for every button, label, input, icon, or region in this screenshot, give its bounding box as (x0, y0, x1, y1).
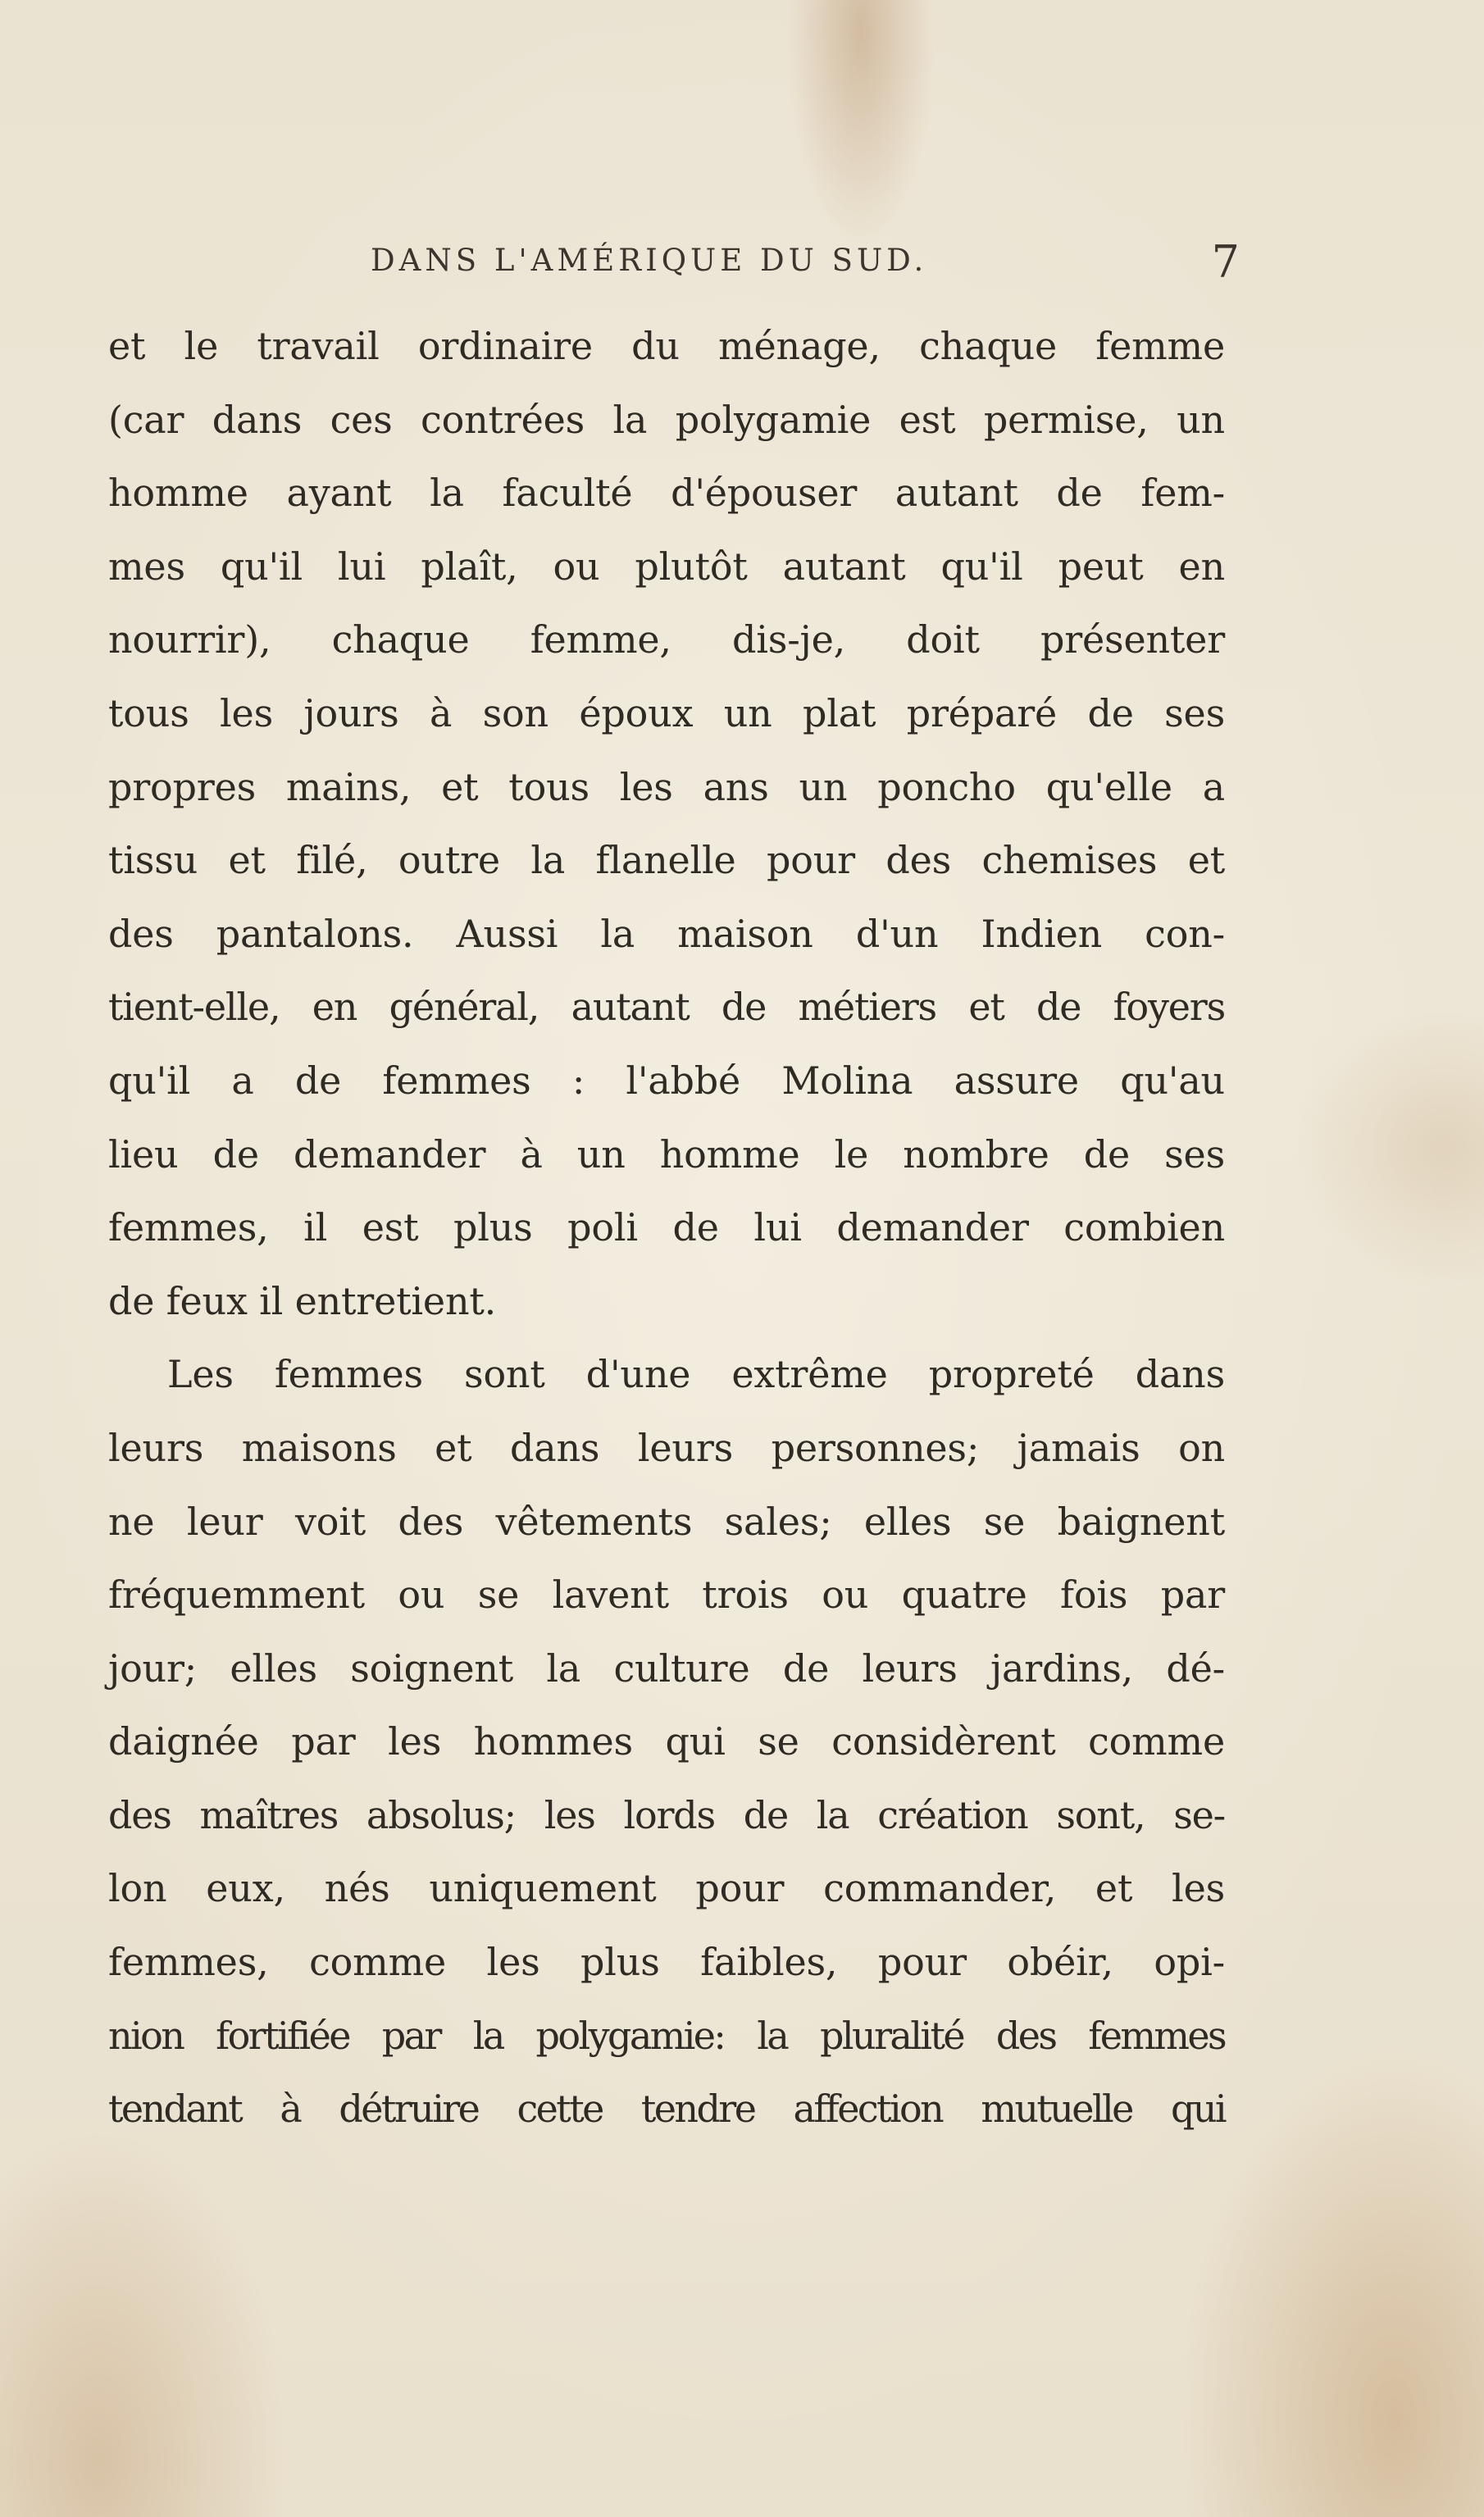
text-line: jour; elles soignent la culture de leurs jardins, dé- (108, 1645, 1225, 1691)
text-line: ne leur voit des vêtements sales; elles se baignent (108, 1499, 1225, 1544)
text-line: et le travail ordinaire du ménage, chaque femme (108, 324, 1225, 368)
text-line: homme ayant la faculté d'épouser autant de fem- (108, 471, 1225, 516)
running-head: DANS L'AMÉRIQUE DU SUD. (371, 243, 928, 278)
paragraph-first-line: Les femmes sont d'une extrême propreté dans (167, 1352, 1225, 1397)
text-line: des pantalons. Aussi la maison d'un Indien con- (108, 911, 1225, 956)
text-line: lieu de demander à un homme le nombre de ses (108, 1131, 1225, 1177)
text-line: femmes, comme les plus faibles, pour obéir, opi- (108, 1940, 1225, 1985)
text-line: mes qu'il lui plaît, ou plutôt autant qu'il peut en (108, 544, 1225, 589)
text-line: lon eux, nés uniquement pour commander, et les (108, 1866, 1225, 1911)
text-line: tendant à détruire cette tendre affection mutuelle qui (108, 2087, 1225, 2132)
text-line: tient-elle, en général, autant de métiers et de foyers (108, 985, 1225, 1030)
text-line: fréquemment ou se lavent trois ou quatre fois par (108, 1573, 1225, 1618)
text-line: propres mains, et tous les ans un poncho qu'elle a (108, 764, 1225, 809)
page-number: 7 (1211, 236, 1240, 288)
text-line: (car dans ces contrées la polygamie est permise, un (108, 397, 1225, 442)
text-line: femmes, il est plus poli de lui demander combien (108, 1205, 1225, 1250)
body-text (108, 310, 1225, 2146)
text-line-with-italic: des maîtres absolus; les lords de la création sont, se- (108, 1792, 1225, 1837)
text-line: daignée par les hommes qui se considèrent comme (108, 1719, 1225, 1764)
page-header (371, 236, 1240, 288)
text-line: leurs maisons et dans leurs personnes; jamais on (108, 1425, 1225, 1470)
text-line: tissu et filé, outre la flanelle pour des chemises et (108, 838, 1225, 883)
text-line: nion fortifiée par la polygamie: la pluralité des femmes (108, 2013, 1225, 2058)
text-line: qu'il a de femmes : l'abbé Molina assure qu'au (108, 1058, 1225, 1103)
text-line: nourrir), chaque femme, dis-je, doit présenter (108, 617, 1225, 662)
text-line: de feux il entretient. (108, 1278, 497, 1323)
text-line: tous les jours à son époux un plat préparé de ses (108, 690, 1225, 735)
